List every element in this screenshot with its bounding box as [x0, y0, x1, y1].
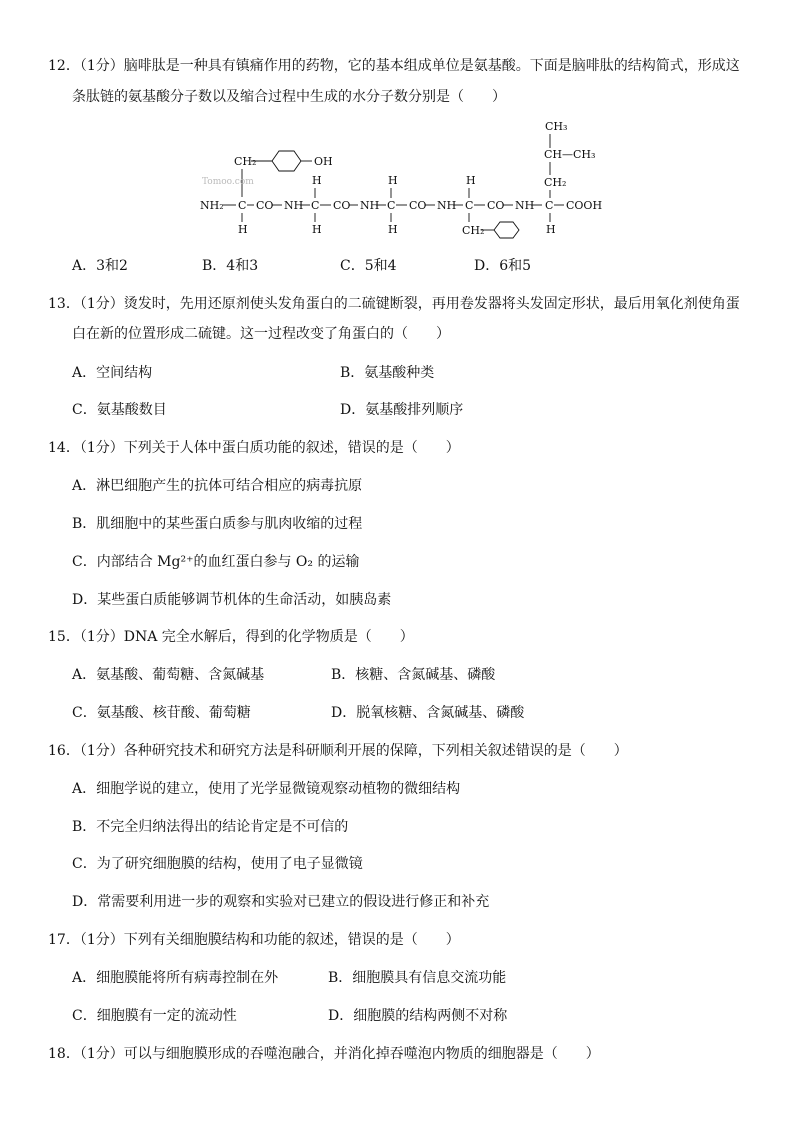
- nh-label: NH: [437, 199, 457, 212]
- c-label: C: [387, 199, 396, 212]
- c-label: C: [545, 199, 554, 212]
- q16-option-a[interactable]: A．细胞学说的建立，使用了光学显微镜观察动植物的微细结构: [72, 781, 461, 797]
- h-label: H: [312, 223, 322, 236]
- question-13-line-2: 白在新的位置形成二硫键。这一过程改变了角蛋白的（ ）: [72, 326, 450, 342]
- question-15-line-1: 15．（1分）DNA 完全水解后，得到的化学物质是（ ）: [48, 629, 414, 645]
- nh-label: NH: [515, 199, 535, 212]
- q13-option-c[interactable]: C．氨基酸数目: [72, 402, 167, 418]
- co-label: CO: [333, 199, 351, 212]
- question-18-line-1: 18．（1分）可以与细胞膜形成的吞噬泡融合，并消化掉吞噬泡内物质的细胞器是（ ）: [48, 1046, 600, 1062]
- q17-option-c[interactable]: C．细胞膜有一定的流动性: [72, 1008, 237, 1024]
- q12-option-d[interactable]: D．6和5: [474, 258, 532, 274]
- q17-option-d[interactable]: D．细胞膜的结构两侧不对称: [328, 1008, 508, 1024]
- question-14-line-1: 14．（1分）下列关于人体中蛋白质功能的叙述，错误的是（ ）: [48, 440, 460, 456]
- h-label: H: [388, 174, 398, 187]
- q16-option-d[interactable]: D．常需要利用进一步的观察和实验对已建立的假设进行修正和补充: [72, 894, 490, 910]
- benzene-ring-1: [272, 151, 301, 171]
- ch3-label: CH₃: [545, 120, 568, 133]
- q13-option-d[interactable]: D．氨基酸排列顺序: [340, 402, 464, 418]
- watermark: Tomoo.com: [202, 177, 254, 187]
- nh-label: NH: [360, 199, 380, 212]
- q12-option-c[interactable]: C．5和4: [340, 258, 397, 274]
- q17-option-b[interactable]: B．细胞膜具有信息交流功能: [328, 970, 507, 986]
- q14-option-b[interactable]: B．肌细胞中的某些蛋白质参与肌肉收缩的过程: [72, 516, 363, 532]
- peptide-structure-formula: [190, 118, 610, 243]
- c-label: C: [238, 199, 247, 212]
- q14-option-a[interactable]: A．淋巴细胞产生的抗体可结合相应的病毒抗原: [72, 478, 363, 494]
- q13-option-a[interactable]: A．空间结构: [72, 365, 153, 381]
- cooh-label: COOH: [566, 199, 603, 212]
- h-label: H: [546, 223, 556, 236]
- q16-option-c[interactable]: C．为了研究细胞膜的结构，使用了电子显微镜: [72, 856, 363, 872]
- ch2-label: CH₂: [544, 176, 567, 189]
- q12-option-a[interactable]: A．3和2: [72, 258, 128, 274]
- q16-option-b[interactable]: B．不完全归纳法得出的结论肯定是不可信的: [72, 819, 349, 835]
- co-label: CO: [409, 199, 427, 212]
- nh-label: NH: [284, 199, 304, 212]
- h-label: H: [312, 174, 322, 187]
- q14-option-d[interactable]: D．某些蛋白质能够调节机体的生命活动，如胰岛素: [72, 592, 392, 608]
- q15-option-b[interactable]: B．核糖、含氮碱基、磷酸: [331, 667, 496, 683]
- nh2-label: NH₂: [200, 199, 224, 212]
- c-label: C: [311, 199, 320, 212]
- q14-option-c[interactable]: C．内部结合 Mg²⁺的血红蛋白参与 O₂ 的运输: [72, 554, 360, 570]
- ch2-label: CH₂: [234, 155, 257, 168]
- question-13-line-1: 13．（1分）烫发时，先用还原剂使头发角蛋白的二硫键断裂，再用卷发器将头发固定形状，最后用氧化剂使角蛋: [48, 296, 740, 312]
- q15-option-a[interactable]: A．氨基酸、葡萄糖、含氮碱基: [72, 667, 265, 683]
- question-16-line-1: 16．（1分）各种研究技术和研究方法是科研顺利开展的保障，下列相关叙述错误的是（ ）: [48, 743, 628, 759]
- co-label: CO: [256, 199, 274, 212]
- q12-option-b[interactable]: B．4和3: [202, 258, 259, 274]
- q17-option-a[interactable]: A．细胞膜能将所有病毒控制在外: [72, 970, 279, 986]
- q13-option-b[interactable]: B．氨基酸种类: [340, 365, 435, 381]
- ch2-label: CH₂: [462, 224, 485, 237]
- benzene-ring-2: [494, 222, 519, 238]
- q15-option-d[interactable]: D．脱氧核糖、含氮碱基、磷酸: [331, 705, 525, 721]
- c-label: C: [465, 199, 474, 212]
- h-label: H: [388, 223, 398, 236]
- question-12-line-1: 12．（1分）脑啡肽是一种具有镇痛作用的药物，它的基本组成单位是氨基酸。下面是脑啡肽的结构简式，形成这: [48, 58, 740, 74]
- oh-label: OH: [314, 155, 333, 168]
- h-label: H: [466, 174, 476, 187]
- q15-option-c[interactable]: C．氨基酸、核苷酸、葡萄糖: [72, 705, 251, 721]
- question-17-line-1: 17．（1分）下列有关细胞膜结构和功能的叙述，错误的是（ ）: [48, 932, 460, 948]
- co-label: CO: [487, 199, 505, 212]
- ch-ch3-label: CH—CH₃: [544, 148, 596, 161]
- h-label: H: [238, 223, 248, 236]
- question-12-line-2: 条肽链的氨基酸分子数以及缩合过程中生成的水分子数分别是（ ）: [72, 89, 506, 105]
